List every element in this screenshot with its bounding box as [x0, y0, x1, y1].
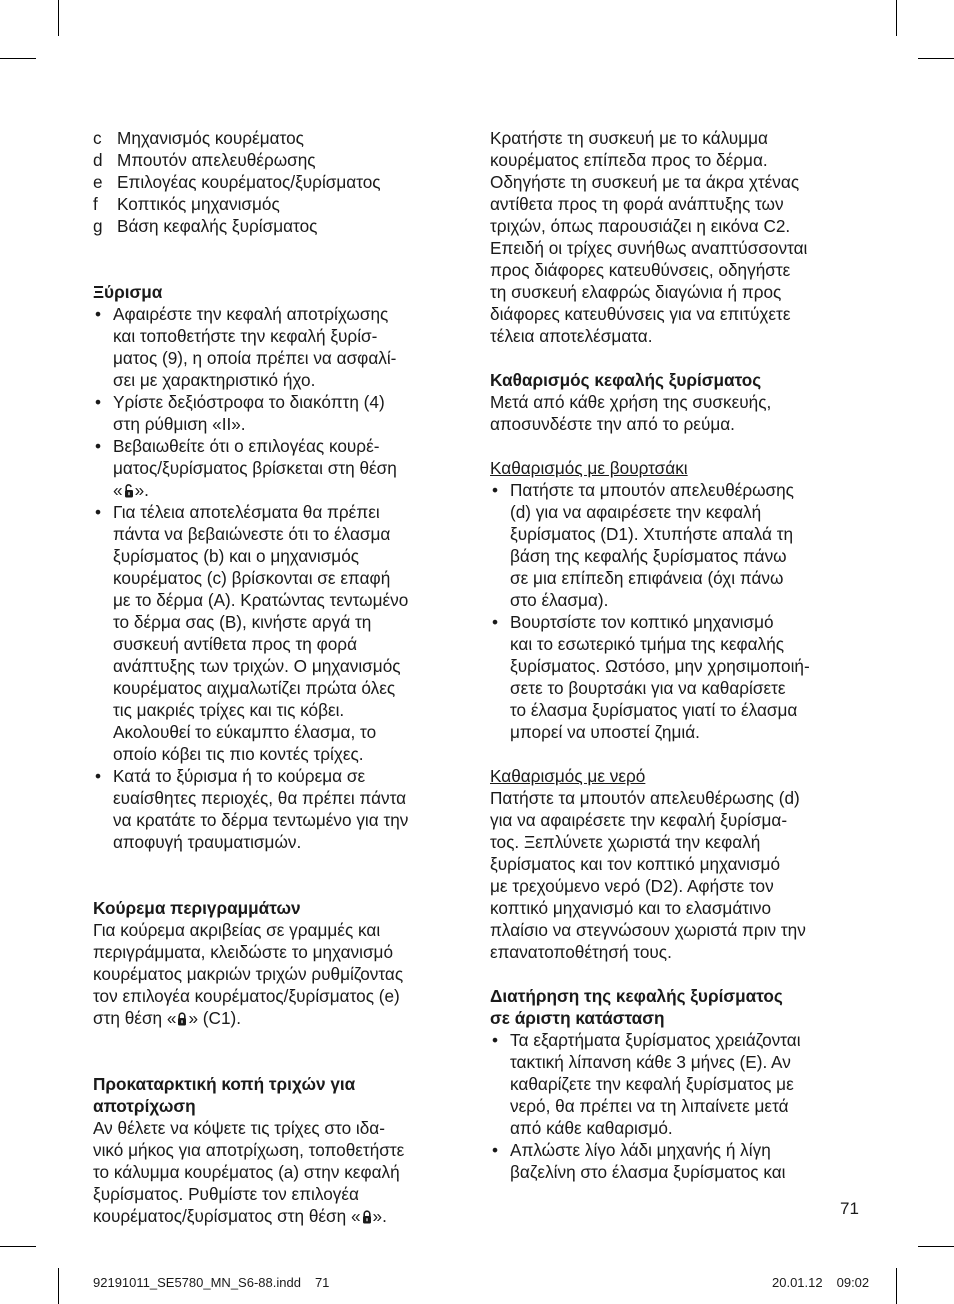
text-line: Κατά το ξύρισμα ή το κούρεμα σε — [113, 766, 366, 786]
page-number: 71 — [840, 1199, 859, 1218]
text-line: αποσυνδέστε την από το ρεύμα. — [490, 414, 735, 434]
text-line: βαζελίνη στο έλασμα ξυρίσματος και — [510, 1162, 786, 1182]
crop-mark — [918, 1246, 954, 1247]
text-line: Ακολουθεί το εύκαμπτο έλασμα, το — [113, 722, 377, 742]
footer-file-page: 71 — [314, 1275, 330, 1290]
text-line: ξυρίσματος. Ωστόσο, μην χρησιμοποιή- — [510, 656, 810, 676]
text-line: κουρέματος επίπεδα προς το δέρμα. — [490, 150, 768, 170]
locked-padlock-icon — [177, 1012, 187, 1026]
bullet: • — [95, 392, 102, 412]
footer-time: 09:02 — [836, 1275, 870, 1290]
text-line: διάφορες κατευθύνσεις για να επιτύχετε — [490, 304, 791, 324]
list-item — [490, 1029, 865, 1139]
crop-mark — [896, 1268, 897, 1304]
text-line: Μετά από κάθε χρήση της συσκευής, — [490, 392, 772, 412]
legend-item — [93, 149, 465, 171]
crop-mark — [0, 58, 36, 59]
contour-heading: Κούρεμα περιγραμμάτων — [93, 898, 301, 918]
crop-mark — [58, 0, 59, 36]
list-item — [93, 501, 465, 765]
text-line: και το εσωτερικό τμήμα της κεφαλής — [510, 634, 785, 654]
text-line: ξυρίσματος και τον κοπτικό μηχανισμό — [490, 854, 781, 874]
brush-cleaning-subheading: Καθαρισμός με βουρτσάκι — [490, 458, 688, 478]
unlocked-padlock-icon — [124, 484, 134, 498]
right-column — [490, 127, 865, 1183]
text-line: ανάπτυξης των τριχών. Ο μηχανισμός — [113, 656, 401, 676]
text-line: σει με χαρακτηριστικό ήχο. — [113, 370, 316, 390]
bullet: • — [492, 480, 499, 500]
legend-item — [93, 171, 465, 193]
text-line: στη ρύθμιση «II». — [113, 414, 246, 434]
text-line: Πατήστε τα μπουτόν απελευθέρωσης — [510, 480, 794, 500]
list-item — [93, 765, 465, 853]
bullet: • — [95, 502, 102, 522]
crop-mark — [918, 58, 954, 59]
text-line: κουρέματος (c) βρίσκονται σε επαφή — [113, 568, 391, 588]
text-line: τη συσκευή ελαφρώς διαγώνια ή προς — [490, 282, 782, 302]
legend-text: Μηχανισμός κουρέματος — [117, 128, 304, 148]
text-line: συσκευή αντίθετα προς τη φορά — [113, 634, 358, 654]
text-line: βάση της κεφαλής ξυρίσματος πάνω — [510, 546, 787, 566]
text-line: τριχών, όπως παρουσιάζει η εικόνα C2. — [490, 216, 791, 236]
bullet: • — [492, 1140, 499, 1160]
text-line: επανατοποθέτησή τους. — [490, 942, 672, 962]
text-line: Πατήστε τα μπουτόν απελευθέρωσης (d) — [490, 788, 800, 808]
maintenance-heading: Διατήρηση της κεφαλής ξυρίσματος — [490, 986, 783, 1006]
text-line: Αν θέλετε να κόψετε τις τρίχες στο ιδα- — [93, 1118, 385, 1138]
text-line: σε μια επίπεδη επιφάνεια (όχι πάνω — [510, 568, 784, 588]
list-item — [490, 479, 865, 611]
text-line: (d) για να αφαιρέσετε την κεφαλή — [510, 502, 762, 522]
text-line: κουρέματος αιχμαλωτίζει πρώτα όλες — [113, 678, 396, 698]
text-line: ευαίσθητες περιοχές, θα πρέπει πάντα — [113, 788, 407, 808]
text-line: Υρίστε δεξιόστροφα το διακόπτη (4) — [113, 392, 385, 412]
legend-key: f — [93, 194, 98, 214]
text-line: από κάθε καθαρισμό. — [510, 1118, 673, 1138]
legend-item — [93, 193, 465, 215]
text-line: για να αφαιρέσετε την κεφαλή ξυρίσμα- — [490, 810, 788, 830]
text-line: ματος/ξυρίσματος βρίσκεται στη θέση — [113, 458, 397, 478]
text-line: σετε το βουρτσάκι για να καθαρίσετε — [510, 678, 786, 698]
legend-item — [93, 215, 465, 237]
footer-file-info — [93, 1275, 329, 1291]
text-line: τακτική λίπανση κάθε 3 μήνες (E). Αν — [510, 1052, 791, 1072]
list-item — [490, 611, 865, 743]
text-line: νερό, θα πρέπει να τη λιπαίνετε μετά — [510, 1096, 789, 1116]
text-line: οποίο κόβει τις πιο κοντές τρίχες. — [113, 744, 364, 764]
crop-mark — [58, 1268, 59, 1304]
text-line: κοπτικό μηχανισμό και το ελασμάτινο — [490, 898, 772, 918]
list-item — [93, 391, 465, 435]
quote-open: « — [113, 480, 123, 500]
text-line: νικό μήκος για αποτρίχωση, τοποθετήστε — [93, 1140, 405, 1160]
footer-filename: 92191011_SE5780_MN_S6-88.indd — [93, 1275, 301, 1290]
maintenance-heading: σε άριστη κατάσταση — [490, 1008, 665, 1028]
text-line: τέλεια αποτελέσματα. — [490, 326, 653, 346]
text-fragment: ». — [372, 1206, 387, 1226]
text-line: το έλασμα ξυρίσματος γιατί το έλασμα — [510, 700, 798, 720]
water-cleaning-subheading: Καθαρισμός με νερό — [490, 766, 646, 786]
text-line: το δέρμα σας (B), κινήστε αργά τη — [113, 612, 372, 632]
text-line: ξυρίσματος. Ρυθμίστε τον επιλογέα — [93, 1184, 359, 1204]
crop-mark — [0, 1246, 36, 1247]
text-line: Για τέλεια αποτελέσματα θα πρέπει — [113, 502, 380, 522]
text-line: πλαίσιο να στεγνώσουν χωριστά πριν την — [490, 920, 806, 940]
legend-item — [93, 127, 465, 149]
legend-text: Μπουτόν απελευθέρωσης — [117, 150, 316, 170]
text-line: Βεβαιωθείτε ότι ο επιλογέας κουρέ- — [113, 436, 380, 456]
text-line: Βουρτσίστε τον κοπτικό μηχανισμό — [510, 612, 774, 632]
bullet: • — [95, 304, 102, 324]
shaving-heading: Ξύρισμα — [93, 282, 163, 302]
footer-timestamp — [772, 1275, 869, 1291]
text-line: κουρέματος μακριών τριχών ρυθμίζοντας — [93, 964, 404, 984]
legend-text: Επιλογέας κουρέματος/ξυρίσματος — [117, 172, 381, 192]
text-line: περιγράμματα, κλειδώστε το μηχανισμό — [93, 942, 394, 962]
footer-date: 20.01.12 — [772, 1275, 823, 1290]
legend-text: Κοπτικός μηχανισμός — [117, 194, 280, 214]
text-fragment: στη θέση « — [93, 1008, 177, 1028]
text-line: Κρατήστε τη συσκευή με το κάλυμμα — [490, 128, 768, 148]
text-line: στο έλασμα). — [510, 590, 609, 610]
text-line: Αφαιρέστε την κεφαλή αποτρίχωσης — [113, 304, 389, 324]
precut-heading: αποτρίχωση — [93, 1096, 196, 1116]
quote-close: ». — [134, 480, 149, 500]
text-line: ξυρίσματος (D1). Χτυπήστε απαλά τη — [510, 524, 794, 544]
bullet: • — [95, 436, 102, 456]
text-line — [113, 479, 465, 501]
text-line: Απλώστε λίγο λάδι μηχανής ή λίγη — [510, 1140, 771, 1160]
text-line: με τρεχούμενο νερό (D2). Αφήστε τον — [490, 876, 774, 896]
text-line: τος. Ξεπλύνετε χωριστά την κεφαλή — [490, 832, 761, 852]
left-column — [93, 127, 465, 1227]
text-line: τον επιλογέα κουρέματος/ξυρίσματος (e) — [93, 986, 400, 1006]
text-fragment: » (C1). — [188, 1008, 241, 1028]
text-line: με το δέρμα (A). Κρατώντας τεντωμένο — [113, 590, 409, 610]
crop-mark — [896, 0, 897, 36]
text-line: να κρατάτε το δέρμα τεντωμένο για την — [113, 810, 409, 830]
bullet: • — [95, 766, 102, 786]
legend-text: Βάση κεφαλής ξυρίσματος — [117, 216, 318, 236]
text-line: Οδηγήστε τη συσκευή με τα άκρα χτένας — [490, 172, 800, 192]
text-line — [93, 1007, 465, 1029]
text-line: ξυρίσματος (b) και ο μηχανισμός — [113, 546, 360, 566]
bullet: • — [492, 1030, 499, 1050]
text-line: μπορεί να υποστεί ζημιά. — [510, 722, 700, 742]
text-line: τις μακριές τρίχες και τις κόβει. — [113, 700, 345, 720]
parts-legend — [93, 127, 465, 237]
list-item — [93, 303, 465, 391]
text-line: Τα εξαρτήματα ξυρίσματος χρειάζονται — [510, 1030, 801, 1050]
text-line: Επειδή οι τρίχες συνήθως αναπτύσσονται — [490, 238, 808, 258]
text-line: αποφυγή τραυματισμών. — [113, 832, 302, 852]
text-line: Για κούρεμα ακριβείας σε γραμμές και — [93, 920, 381, 940]
locked-padlock-icon — [362, 1210, 372, 1224]
text-line: ματος (9), η οποία πρέπει να ασφαλί- — [113, 348, 397, 368]
legend-key: c — [93, 128, 102, 148]
text-line: το κάλυμμα κουρέματος (a) στην κεφαλή — [93, 1162, 400, 1182]
legend-key: g — [93, 216, 103, 236]
text-fragment: κουρέματος/ξυρίσματος στη θέση « — [93, 1206, 361, 1226]
cleaning-heading: Καθαρισμός κεφαλής ξυρίσματος — [490, 370, 762, 390]
legend-key: e — [93, 172, 103, 192]
text-line: αντίθετα προς τη φορά ανάπτυξης των — [490, 194, 784, 214]
precut-heading: Προκαταρκτική κοπή τριχών για — [93, 1074, 356, 1094]
legend-key: d — [93, 150, 103, 170]
text-line: προς διάφορες κατευθύνσεις, οδηγήστε — [490, 260, 791, 280]
list-item — [93, 435, 465, 501]
text-line — [93, 1205, 465, 1227]
bullet: • — [492, 612, 499, 632]
text-line: καθαρίζετε την κεφαλή ξυρίσματος με — [510, 1074, 794, 1094]
text-line: και τοποθετήστε την κεφαλή ξυρίσ- — [113, 326, 378, 346]
list-item — [490, 1139, 865, 1183]
text-line: πάντα να βεβαιώνεστε ότι το έλασμα — [113, 524, 391, 544]
